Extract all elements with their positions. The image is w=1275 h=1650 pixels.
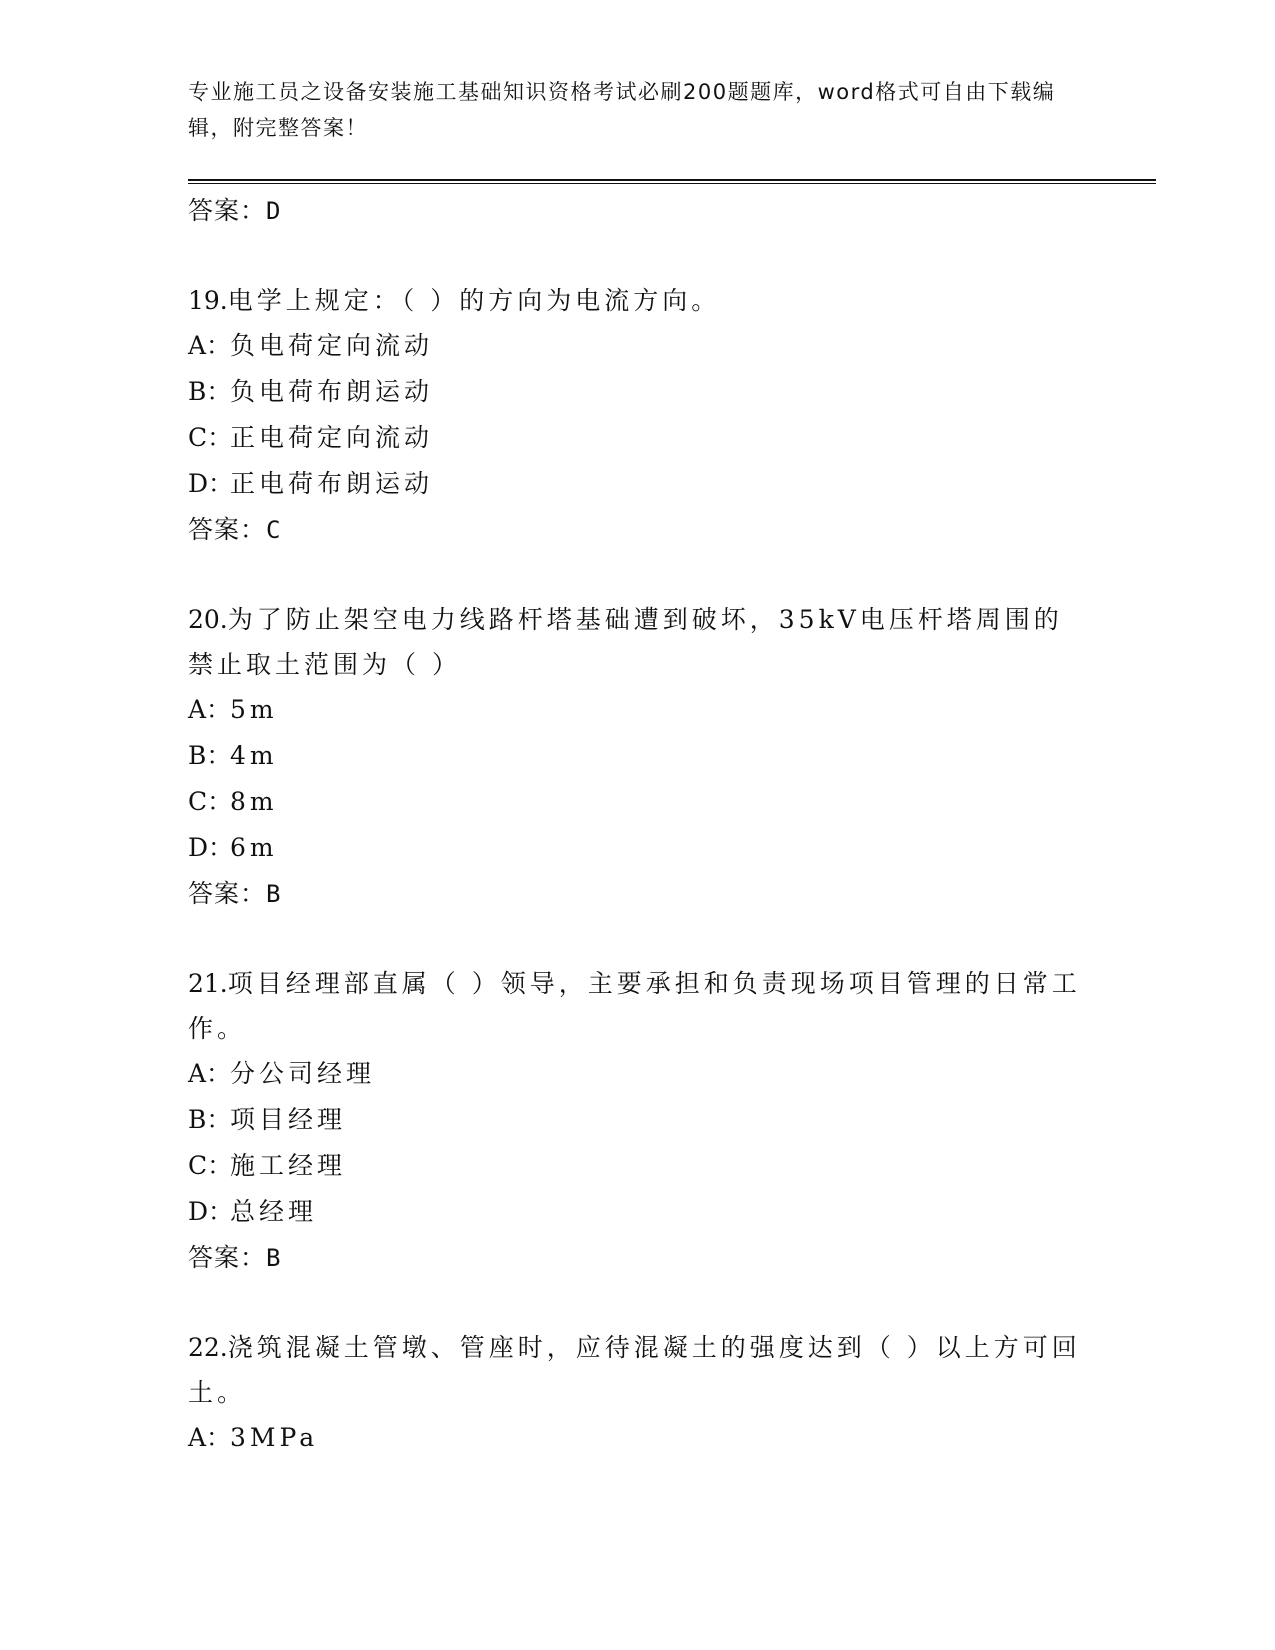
header-divider (188, 179, 1156, 184)
option-letter: B： (188, 1105, 232, 1134)
answer-value: B (266, 1244, 282, 1272)
option-a (188, 323, 1088, 369)
option-d (188, 825, 1088, 871)
option-letter: D： (188, 469, 234, 498)
question-number: 20. (188, 605, 228, 634)
option-letter: A： (188, 695, 232, 724)
option-text: 正电荷定向流动 (230, 423, 434, 452)
question-22 (188, 1325, 1088, 1415)
answer-value: C (266, 516, 282, 544)
option-text: 正电荷布朗运动 (230, 469, 434, 498)
option-d (188, 1189, 1088, 1235)
answer-line (188, 1235, 1088, 1281)
option-d (188, 461, 1088, 507)
spacer (188, 553, 1088, 597)
option-letter: C： (188, 423, 233, 452)
document-header: 专业施工员之设备安装施工基础知识资格考试必刷200题题库，word格式可自由下载编辑，附完整答案！ (188, 80, 1056, 140)
option-a (188, 1051, 1088, 1097)
option-letter: B： (188, 741, 232, 770)
option-letter: D： (188, 1197, 234, 1226)
question-text: 浇筑混凝土管墩、管座时，应待混凝土的强度达到（ ）以上方可回土。 (188, 1333, 1081, 1407)
answer-line (188, 507, 1088, 553)
question-number: 22. (188, 1333, 228, 1362)
option-text: 6m (230, 833, 278, 862)
option-letter: D： (188, 833, 234, 862)
spacer (188, 917, 1088, 961)
option-letter: A： (188, 331, 232, 360)
option-letter: A： (188, 1059, 232, 1088)
option-b (188, 1097, 1088, 1143)
option-text: 负电荷定向流动 (230, 331, 434, 360)
question-19 (188, 278, 1088, 323)
option-text: 8m (230, 787, 278, 816)
option-text: 施工经理 (230, 1151, 347, 1180)
option-letter: C： (188, 1151, 233, 1180)
option-text: 项目经理 (230, 1105, 347, 1134)
option-text: 分公司经理 (230, 1059, 376, 1088)
option-text: 5m (230, 695, 278, 724)
answer-line (188, 188, 1088, 234)
option-c (188, 415, 1088, 461)
answer-label: 答案： (188, 879, 267, 908)
answer-value: B (266, 880, 282, 908)
option-c (188, 1143, 1088, 1189)
option-a (188, 687, 1088, 733)
question-21 (188, 961, 1088, 1051)
answer-label: 答案： (188, 515, 267, 544)
option-b (188, 369, 1088, 415)
option-text: 总经理 (230, 1197, 318, 1226)
spacer (188, 1281, 1088, 1325)
question-list (188, 188, 1088, 1461)
answer-label: 答案： (188, 1243, 267, 1272)
option-c (188, 779, 1088, 825)
question-number: 19. (188, 286, 228, 315)
option-letter: C： (188, 787, 233, 816)
question-text: 电学上规定：（ ）的方向为电流方向。 (227, 286, 721, 315)
option-text: 负电荷布朗运动 (230, 377, 434, 406)
question-text: 为了防止架空电力线路杆塔基础遭到破坏，35kV电压杆塔周围的禁止取土范围为（ ） (188, 605, 1063, 679)
option-letter: B： (188, 377, 232, 406)
question-20 (188, 597, 1088, 687)
option-letter: A： (188, 1423, 232, 1452)
option-text: 4m (230, 741, 278, 770)
option-text: 3MPa (230, 1423, 319, 1452)
answer-value: D (266, 197, 282, 225)
answer-line (188, 871, 1088, 917)
option-b (188, 733, 1088, 779)
answer-label: 答案： (188, 196, 267, 225)
question-number: 21. (188, 969, 228, 998)
option-a (188, 1415, 1088, 1461)
question-text: 项目经理部直属（ ）领导，主要承担和负责现场项目管理的日常工作。 (188, 969, 1081, 1043)
spacer (188, 234, 1088, 278)
